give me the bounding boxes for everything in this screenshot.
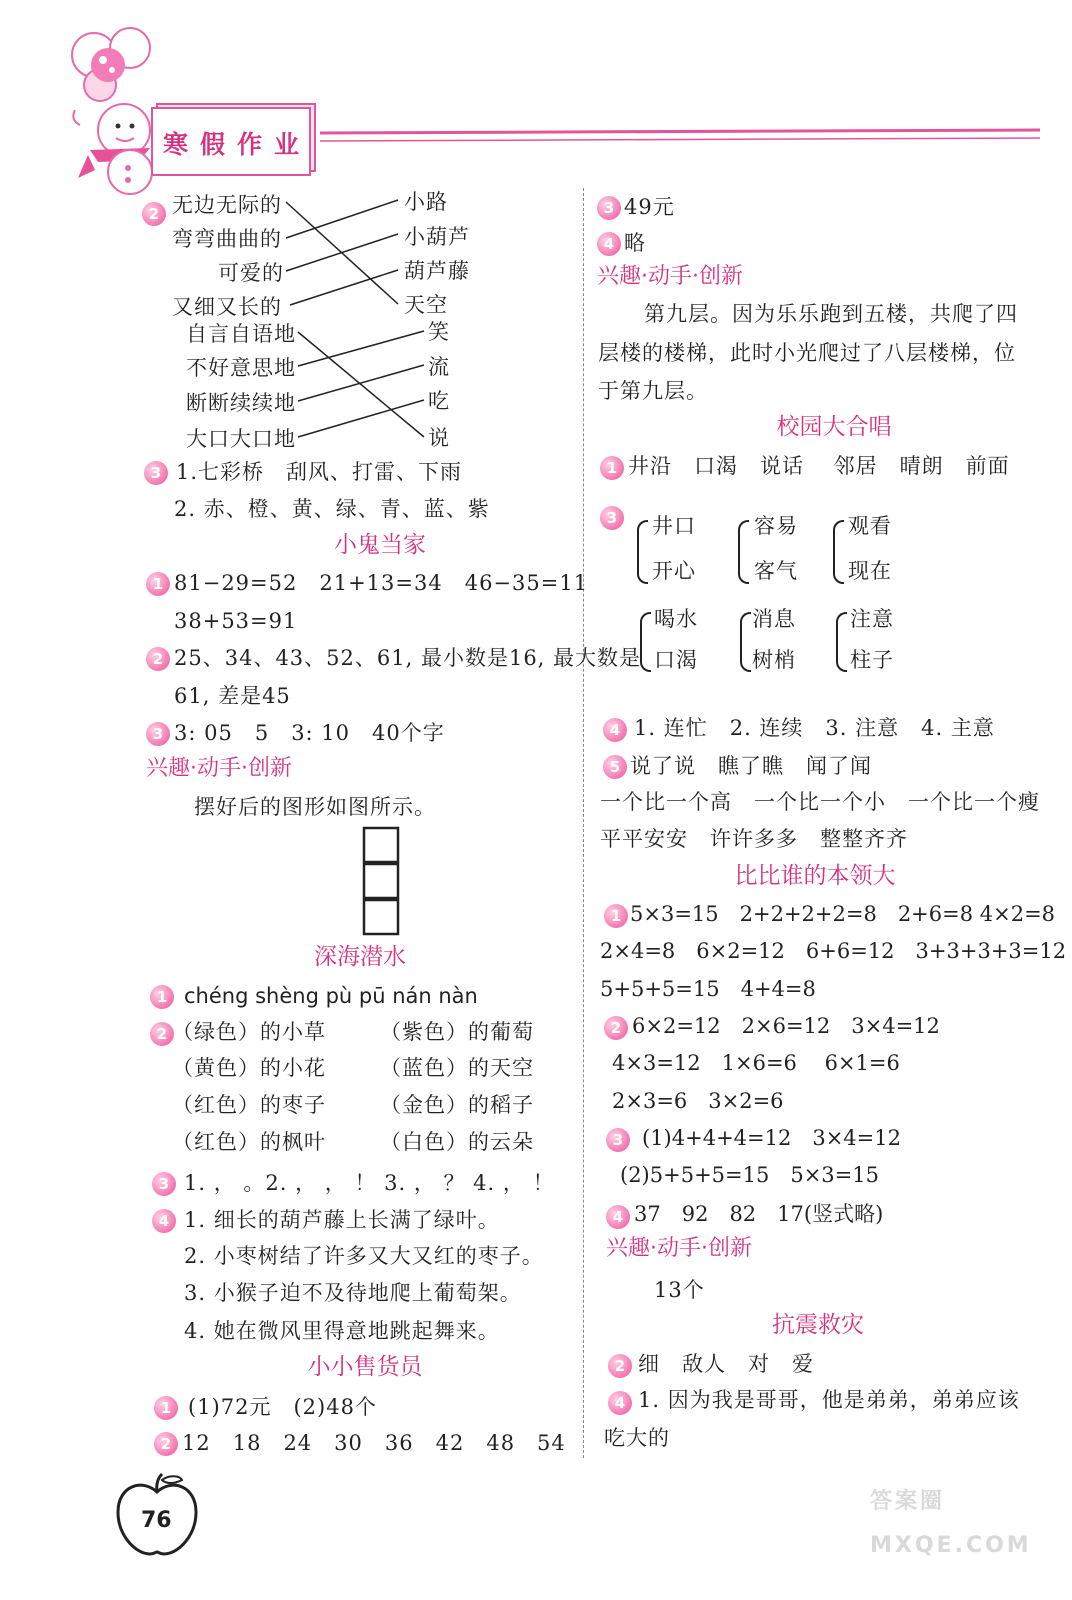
r-s2-q1-line2: 2×4=8 6×2=12 6+6=12 3+3+3+3=12 [600,939,1067,963]
s2-q4-badge: 4 [152,1209,176,1233]
r-s1-q5-line1: 说了说 瞧了瞧 闻了闻 [630,754,872,778]
section-title-xiaoyuandahechang: 校园大合唱 [776,414,892,440]
r-s2-q3-badge: 3 [606,1128,630,1152]
pair1-word1: 井口 [652,514,696,538]
r-s1-q5-line3: 平平安安 许许多多 整整齐齐 [600,827,908,851]
s3-q1-badge: 1 [154,1396,178,1420]
r-s3-q4-line1: 1. 因为我是哥哥，他是弟弟，弟弟应该 [638,1388,1020,1412]
r-s2-q1-line3: 5+5+5=15 4+4=8 [600,977,816,1001]
pair6-word1: 注意 [850,607,894,631]
watermark-text: 答案圈 MXQE.COM [870,1489,1032,1558]
s1-q2-badge: 2 [146,647,170,671]
r-s2-q4-badge: 4 [606,1205,630,1229]
s1-q2-line2: 61, 差是45 [174,684,291,708]
s2-q2-r4c2: （白色）的云朵 [380,1130,534,1154]
section-title-xiaoxiaoshouhuoyuan: 小小售货员 [307,1354,423,1380]
s1-q1-line1: 81−29=52 21+13=34 46−35=11 [174,571,589,595]
pair1-word2: 开心 [652,559,696,583]
r-s1-q1-badge: 1 [600,456,624,480]
pair3-word1: 观看 [848,514,892,538]
r-s1-q5-badge: 5 [603,755,627,779]
r-q4-line: 略 [624,231,646,255]
match1-right-2: 小葫芦 [404,225,470,249]
r-xq1-line2: 层楼的楼梯，此时小光爬过了八层楼梯，位 [598,341,1016,365]
r-s2-q2-badge: 2 [604,1016,628,1040]
pair3-word2: 现在 [848,559,892,583]
match1-left-2: 弯弯曲曲的 [172,227,282,251]
s2-q2-r2c1: （黄色）的小花 [172,1056,326,1080]
q3-line1: 1.七彩桥 刮风、打雷、下雨 [176,460,463,484]
brace-3 [833,520,844,584]
s2-q2-r4c1: （红色）的枫叶 [172,1130,326,1154]
match1-right-3: 葫芦藤 [404,259,470,283]
page-number: 76 [141,1508,172,1533]
r-s3-q4-line2: 吃大的 [604,1426,670,1450]
r-s3-q2-line: 细 敌人 对 爱 [638,1352,814,1376]
brace-6 [836,612,847,672]
s1-q2-line1: 25、34、43、52、61, 最小数是16, 最大数是 [174,646,642,670]
s1-xq-label: 兴趣·动手·创新 [146,756,292,781]
section-title-bibishuidebenlingda: 比比谁的本领大 [734,863,896,889]
r-s1-q5-line2: 一个比一个高 一个比一个小 一个比一个瘦 [600,790,1040,814]
s1-q1-badge: 1 [146,572,170,596]
match2-left-4: 大口大口地 [186,427,296,451]
brace-4 [640,612,651,672]
s2-q2-badge: 2 [150,1022,174,1046]
r-s2-q2-line1: 6×2=12 2×6=12 3×4=12 [632,1014,940,1038]
s1-q3-badge: 3 [146,722,170,746]
match2-left-3: 断断续续地 [186,391,296,415]
match1-left-3: 可爱的 [218,261,284,285]
watermark-logo [870,1480,1050,1590]
section-title-kangzhenjiuzai: 抗震救灾 [772,1312,864,1338]
s1-xq-text: 摆好后的图形如图所示。 [194,795,436,819]
match2-right-2: 流 [428,355,450,379]
s1-q1-line2: 38+53=91 [174,609,298,633]
match1-left-1: 无边无际的 [172,193,282,217]
s2-q2-r1c1: （绿色）的小草 [172,1020,326,1044]
pair4-word2: 口渴 [654,648,698,672]
pair6-word2: 柱子 [850,648,894,672]
pair2-word2: 客气 [754,559,798,583]
s2-q4-line2: 2. 小枣树结了许多又大又红的枣子。 [184,1244,544,1268]
stacked-squares-figure [362,826,402,938]
r-xq1-line1: 第九层。因为乐乐跑到五楼，共爬了四 [644,302,1018,326]
r-s2-q1-line1: 5×3=15 2+2+2+2=8 2+6=8 4×2=8 [630,902,1056,926]
header-title: 寒假作业 [163,130,312,159]
s2-q2-r2c2: （蓝色）的天空 [380,1056,534,1080]
s2-q4-line4: 4. 她在微风里得意地跳起舞来。 [184,1319,500,1343]
r-s2-xq-label: 兴趣·动手·创新 [606,1236,752,1261]
s3-q1-line: (1)72元 (2)48个 [188,1395,377,1419]
match1-right-4: 天空 [404,293,448,317]
s2-q2-r3c1: （红色）的枣子 [172,1093,326,1117]
pair4-word1: 喝水 [654,607,698,631]
r-s1-q4-line: 1. 连忙 2. 连续 3. 注意 4. 主意 [634,716,995,740]
section-title-xiaoguidangjia: 小鬼当家 [334,532,426,558]
r-s2-xq-text: 13个 [654,1278,705,1302]
r-xq1-label: 兴趣·动手·创新 [597,264,743,289]
s3-q2-line: 12 18 24 30 36 42 48 54 [182,1431,566,1455]
brace-5 [740,612,751,672]
pair5-word1: 消息 [752,607,796,631]
match1-left-4: 又细又长的 [172,295,282,319]
q3-line2: 2. 赤、橙、黄、绿、青、蓝、紫 [174,497,490,521]
r-q3-line: 49元 [624,195,675,219]
r-q4-badge: 4 [597,232,621,256]
r-s2-q1-badge: 1 [604,904,628,928]
r-s2-q3-line1: (1)4+4+4=12 3×4=12 [642,1126,901,1150]
r-s2-q4-line: 37 92 82 17(竖式略) [634,1202,884,1226]
s2-q2-r3c2: （金色）的稻子 [380,1093,534,1117]
r-xq1-line3: 于第九层。 [598,379,708,403]
pair2-word1: 容易 [754,514,798,538]
brace-1 [637,520,648,584]
s2-q1-pinyin: chéng shèng pù pū nán nàn [184,984,478,1008]
brace-2 [738,520,749,584]
r-q3-badge: 3 [597,196,621,220]
match1-right-1: 小路 [404,190,448,214]
match2-left-1: 自言自语地 [186,322,296,346]
s2-q3-badge: 3 [152,1172,176,1196]
pair5-word2: 树梢 [752,648,796,672]
match2-left-2: 不好意思地 [186,356,296,380]
s1-q3-line1: 3: 05 5 3: 10 40个字 [174,721,445,745]
q3-badge: 3 [144,461,168,485]
r-s2-q2-line3: 2×3=6 3×2=6 [612,1089,784,1113]
r-s1-q4-badge: 4 [603,718,627,742]
r-s1-q1-line: 井沿 口渴 说话 邻居 晴朗 前面 [628,454,1010,478]
match2-right-3: 吃 [428,389,450,413]
r-s2-q2-line2: 4×3=12 1×6=6 6×1=6 [612,1051,900,1075]
s2-q3-line: 1. ， 。2. ， ， ！ 3. ， ？ 4. ， ！ [184,1171,555,1195]
match2-right-1: 笑 [428,320,450,344]
r-s1-q3-badge: 3 [600,506,624,530]
s2-q1-badge: 1 [150,985,174,1009]
s3-q2-badge: 2 [154,1432,178,1456]
s2-q4-line3: 3. 小猴子迫不及待地爬上葡萄架。 [184,1281,522,1305]
s2-q4-line1: 1. 细长的葫芦藤上长满了绿叶。 [184,1208,500,1232]
s2-q2-r1c2: （紫色）的葡萄 [380,1020,534,1044]
r-s3-q4-badge: 4 [608,1391,632,1415]
match2-right-4: 说 [428,426,450,450]
section-title-shenhaiqianshui: 深海潜水 [314,944,406,970]
q2-badge: 2 [142,202,166,226]
r-s3-q2-badge: 2 [608,1354,632,1378]
r-s2-q3-line2: (2)5+5+5=15 5×3=15 [620,1163,879,1187]
